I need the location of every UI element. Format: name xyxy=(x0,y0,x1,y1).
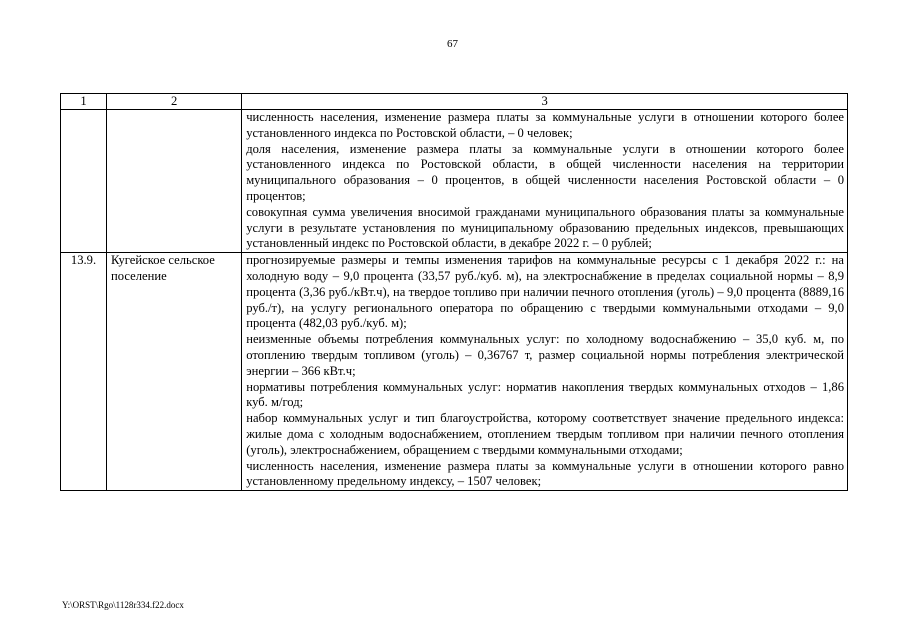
details-cell xyxy=(242,253,848,491)
municipality-cell xyxy=(107,110,242,253)
paragraph: совокупная сумма увеличения вносимой гражданами муниципального образования платы за коммунальные услуги в результате установления по муниципальному образованию предельных индексов, превышающих установленный индекс по Ростовской области, в декабре 2022 г. – 0 рублей; xyxy=(246,204,844,251)
municipality-cell: Кугейское сельское поселение xyxy=(107,253,242,491)
paragraph: набор коммунальных услуг и тип благоустройства, которому соответствует значение предельного индекса: жилые дома с холодным водоснабжением, отоплением твердым топливом при наличии печного отопления (уголь), электроснабжением, обращением с твердыми коммунальными отходами; xyxy=(246,411,844,457)
file-path-footer: Y:\ORST\Rgo\1128r334.f22.docx xyxy=(62,600,184,610)
header-col-2: 2 xyxy=(107,94,242,110)
table-row xyxy=(61,110,848,253)
row-number-cell xyxy=(61,110,107,253)
paragraph: нормативы потребления коммунальных услуг: норматив накопления твердых коммунальных отходов – 1,86 куб. м/год; xyxy=(246,379,844,410)
paragraph: численность населения, изменение размера платы за коммунальные услуги в отношении которого более установленного индекса по Ростовской области, – 0 человек; xyxy=(246,110,844,140)
paragraph: неизменные объемы потребления коммунальных услуг: по холодному водоснабжению – 35,0 куб. м, по отоплению твердым топливом (уголь) – 0,36767 т, размер социальной нормы потребления электрической энергии – 366 кВт.ч; xyxy=(246,332,844,378)
details-cell xyxy=(242,110,848,253)
paragraph: прогнозируемые размеры и темпы изменения тарифов на коммунальные ресурсы с 1 декабря 2022 г.: на холодную воду – 9,0 процента (33,57 руб./куб. м), на электроснабжение в пределах социальной нормы – 8,9 процента (3,36 руб./кВт.ч), на твердое топливо при наличии печного отопления (уголь) – 9,0 процента (8889,16 руб./т), на услугу регионального оператора по обращению с твердыми коммунальными отходами – 9,0 процента (482,03 руб./куб. м); xyxy=(246,253,844,331)
row-number-cell: 13.9. xyxy=(61,253,107,491)
document-table xyxy=(60,93,848,491)
page-number: 67 xyxy=(447,38,458,50)
paragraph: доля населения, изменение размера платы за коммунальные услуги в отношении которого более установленного индекса по Ростовской области, в общей численности населения на территории муниципального образования – 0 процентов, в общей численности населения Ростовской области – 0 процентов; xyxy=(246,141,844,203)
header-col-1: 1 xyxy=(61,94,107,110)
paragraph: численность населения, изменение размера платы за коммунальные услуги в отношении которого равно установленному предельному индексу, – 1507 человек; xyxy=(246,458,844,489)
header-col-3: 3 xyxy=(242,94,848,110)
table-header-row xyxy=(61,94,848,110)
table-row xyxy=(61,253,848,491)
